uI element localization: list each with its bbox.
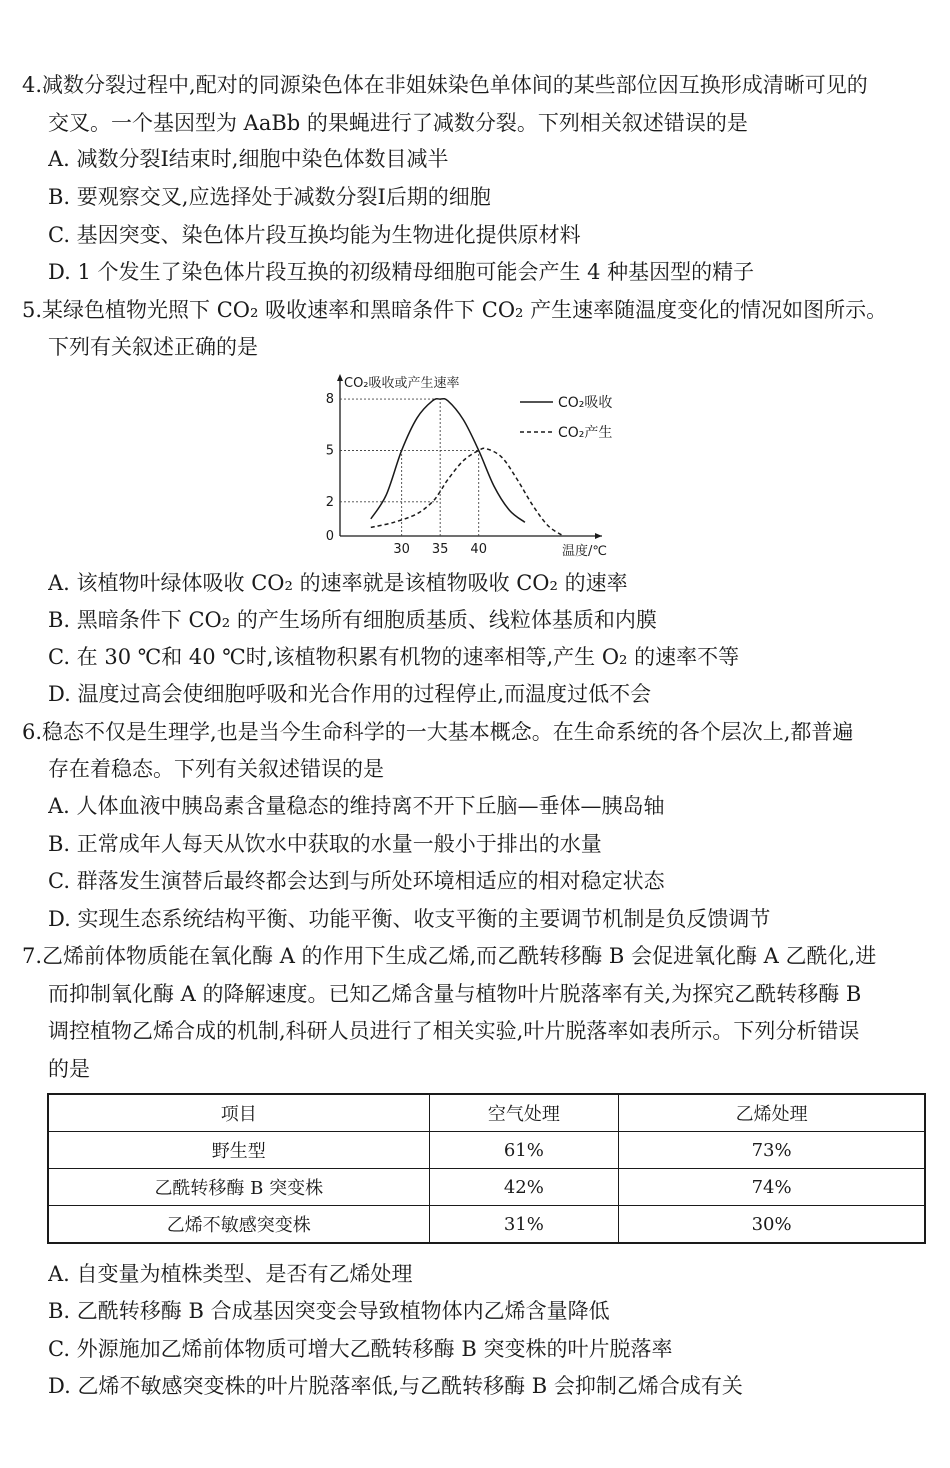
q6-stem-line-2: 存在着稳态。下列有关叙述错误的是 (48, 757, 384, 781)
q6-option-a: A. 人体血液中胰岛素含量稳态的维持离不开下丘脑—垂体—胰岛轴 (48, 794, 665, 818)
chart-svg (320, 368, 640, 564)
table-row (48, 1206, 925, 1244)
table-header-cell: 乙烯处理 (619, 1094, 925, 1132)
q7-option-d: D. 乙烯不敏感突变株的叶片脱落率低,与乙酰转移酶 B 会抑制乙烯合成有关 (48, 1374, 743, 1398)
x-tick-label: 40 (470, 542, 487, 557)
q5-option-b: B. 黑暗条件下 CO₂ 的产生场所有细胞质基质、线粒体基质和内膜 (48, 608, 657, 632)
q7-stem-line-1: 7.乙烯前体物质能在氧化酶 A 的作用下生成乙烯,而乙酰转移酶 B 会促进氧化酶 A 乙酰化,进 (22, 944, 877, 968)
q4-option-c: C. 基因突变、染色体片段互换均能为生物进化提供原材料 (48, 223, 581, 247)
x-tick-label: 35 (431, 542, 449, 557)
q7-option-c: C. 外源施加乙烯前体物质可增大乙酰转移酶 B 突变株的叶片脱落率 (48, 1337, 673, 1361)
y-axis-label: CO₂吸收或产生速率 (344, 376, 460, 391)
q7-stem-line-2: 而抑制氧化酶 A 的降解速度。已知乙烯含量与植物叶片脱落率有关,为探究乙酰转移酶 B (48, 982, 862, 1006)
table-header-cell: 空气处理 (429, 1094, 619, 1132)
q5-stem-line-2: 下列有关叙述正确的是 (48, 335, 258, 359)
q6-stem-line-1: 6.稳态不仅是生理学,也是当今生命科学的一大基本概念。在生命系统的各个层次上,都普遍 (22, 720, 854, 744)
y-tick-label: 8 (325, 392, 334, 408)
x-axis-label: 温度/℃ (562, 544, 607, 559)
table-cell: 42% (429, 1169, 619, 1206)
q7-stem-line-4: 的是 (48, 1057, 90, 1081)
q6-option-b: B. 正常成年人每天从饮水中获取的水量一般小于排出的水量 (48, 832, 602, 856)
table-header-row (48, 1094, 925, 1132)
q7-option-b: B. 乙酰转移酶 B 合成基因突变会导致植物体内乙烯含量降低 (48, 1299, 610, 1323)
table-header-cell: 项目 (48, 1094, 429, 1132)
table-cell: 31% (429, 1206, 619, 1244)
q4-option-b: B. 要观察交叉,应选择处于减数分裂Ⅰ后期的细胞 (48, 185, 491, 209)
table-row (48, 1169, 925, 1206)
series-line-co2-absorption (371, 399, 525, 523)
q5-option-c: C. 在 30 ℃和 40 ℃时,该植物积累有机物的速率相等,产生 O₂ 的速率不等 (48, 645, 740, 669)
q4-option-a: A. 减数分裂Ⅰ结束时,细胞中染色体数目减半 (48, 147, 449, 171)
table-row (48, 1132, 925, 1169)
y-tick-label: 2 (325, 494, 334, 510)
q5-stem-line-1: 5.某绿色植物光照下 CO₂ 吸收速率和黑暗条件下 CO₂ 产生速率随温度变化的情况如图所示。 (22, 298, 888, 322)
table-cell: 73% (619, 1132, 925, 1169)
legend-label: CO₂产生 (558, 425, 613, 441)
q5-option-a: A. 该植物叶绿体吸收 CO₂ 的速率就是该植物吸收 CO₂ 的速率 (48, 571, 628, 595)
table-cell: 乙烯不敏感突变株 (48, 1206, 429, 1244)
q7-option-a: A. 自变量为植株类型、是否有乙烯处理 (48, 1262, 413, 1286)
q4-stem-line-2: 交叉。一个基因型为 AaBb 的果蝇进行了减数分裂。下列相关叙述错误的是 (48, 111, 748, 135)
x-tick-label: 30 (393, 542, 410, 557)
table-cell: 61% (429, 1132, 619, 1169)
q4-stem-line-1: 4.减数分裂过程中,配对的同源染色体在非姐妹染色单体间的某些部位因互换形成清晰可见的 (22, 73, 868, 97)
leaf-abscission-table (47, 1093, 926, 1244)
table-cell: 30% (619, 1206, 925, 1244)
co2-rate-chart (320, 368, 640, 564)
table-cell: 乙酰转移酶 B 突变株 (48, 1169, 429, 1206)
y-tick-label: 5 (325, 443, 334, 459)
table-cell: 野生型 (48, 1132, 429, 1169)
q4-option-d: D. 1 个发生了染色体片段互换的初级精母细胞可能会产生 4 种基因型的精子 (48, 260, 755, 284)
q7-stem-line-3: 调控植物乙烯合成的机制,科研人员进行了相关实验,叶片脱落率如表所示。下列分析错误 (48, 1019, 860, 1043)
series-line-co2-production (371, 448, 564, 536)
y-tick-label: 0 (325, 529, 334, 544)
q6-option-d: D. 实现生态系统结构平衡、功能平衡、收支平衡的主要调节机制是负反馈调节 (48, 907, 771, 931)
legend-label: CO₂吸收 (558, 395, 613, 411)
x-axis-arrow (595, 533, 602, 539)
q6-option-c: C. 群落发生演替后最终都会达到与所处环境相适应的相对稳定状态 (48, 869, 665, 893)
q5-option-d: D. 温度过高会使细胞呼吸和光合作用的过程停止,而温度过低不会 (48, 682, 652, 706)
y-axis-arrow (337, 374, 343, 381)
table-cell: 74% (619, 1169, 925, 1206)
